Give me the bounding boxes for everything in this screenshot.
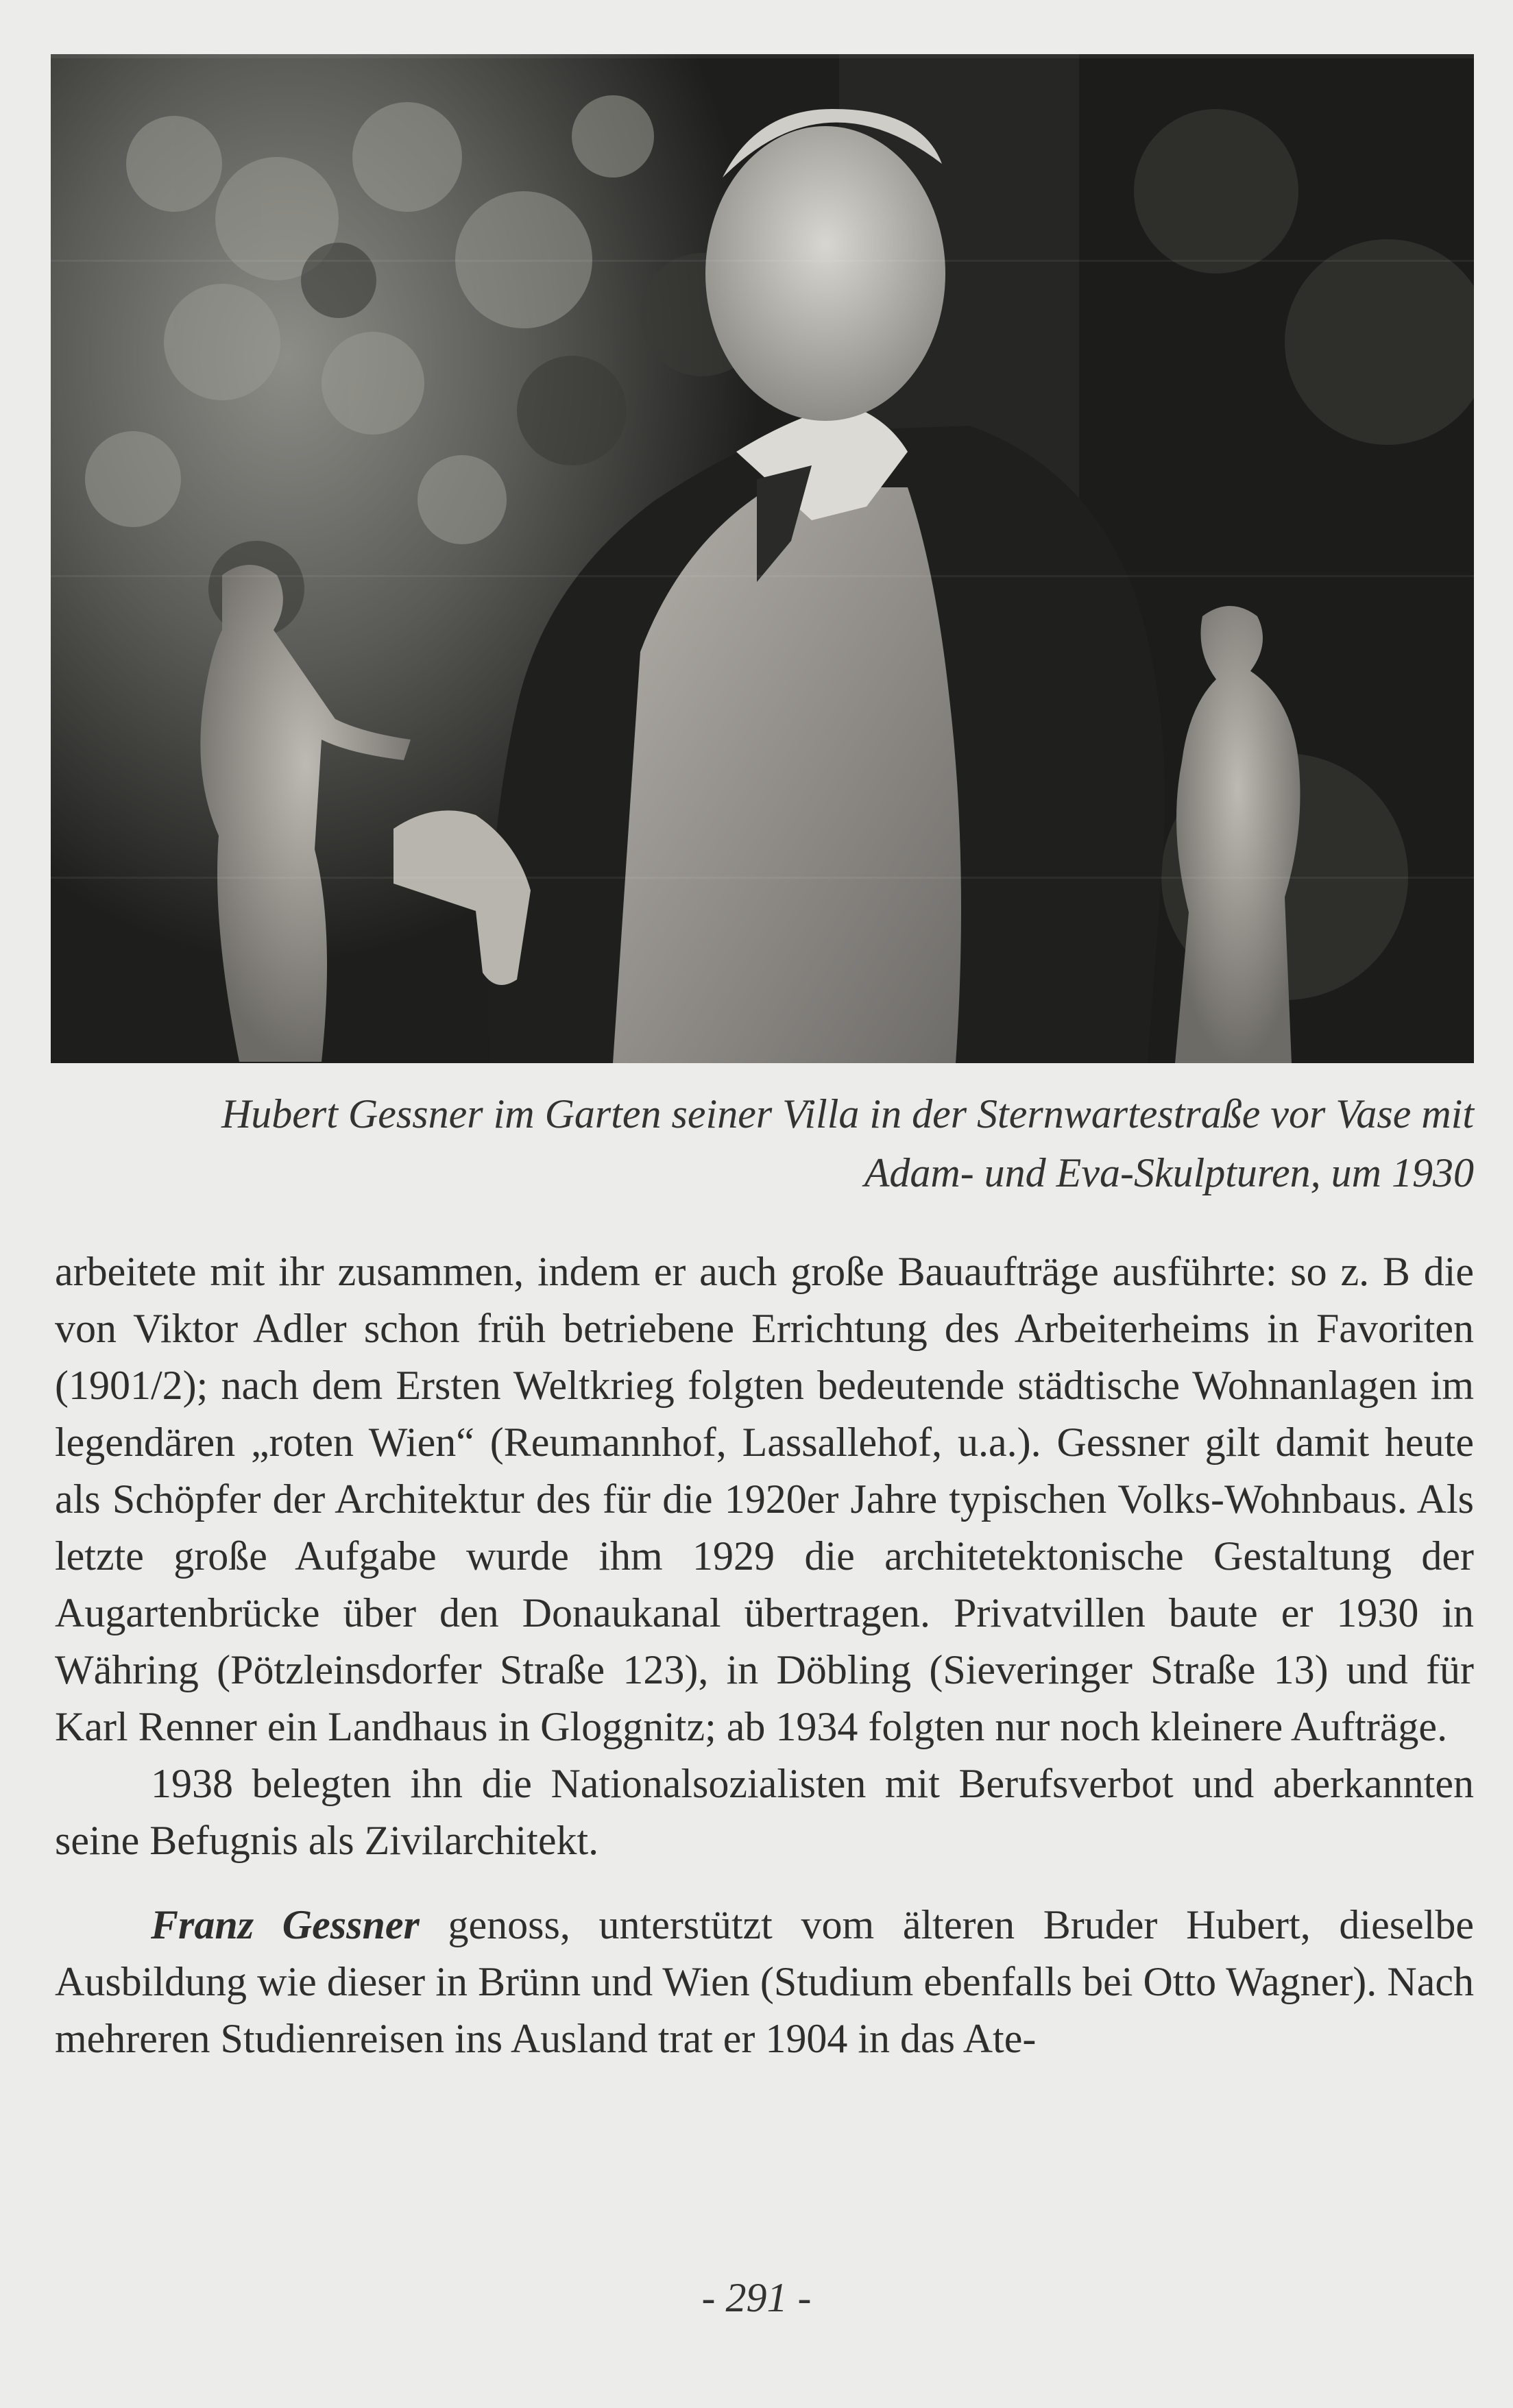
photograph-icon <box>51 54 1474 1063</box>
caption-line-1: Hubert Gessner im Garten seiner Villa in der Sternwartestraße vor Vase mit <box>221 1091 1474 1136</box>
caption-line-2: Adam- und Eva-Skulpturen, um 1930 <box>864 1150 1474 1195</box>
figure-caption <box>55 1084 1474 1202</box>
photograph <box>51 54 1474 1063</box>
paragraph-2: 1938 belegten ihn die Nationalsozialisten mit Berufsverbot und aberkannten seine Befugnis als Zivilarchitekt. <box>55 1761 1474 1863</box>
page-number: - 291 - <box>701 2275 812 2320</box>
paragraph-1: arbeitete mit ihr zusammen, indem er auch große Bauaufträge ausführte: so z. B die von Viktor Adler schon früh betriebene Errichtung des Arbeiterheims in Favoriten (1901/2); nach dem Ersten Weltkrieg folgten bedeutende städtische Wohnanlagen im legendären „roten Wien“ (Reumannhof, Lassallehof, u.a.). Gessner gilt damit heute als Schöpfer der Architektur des für die 1920er Jahre typischen Volks-Wohnbaus. Als letzte große Aufgabe wurde ihm 1929 die architetektonische Gestaltung der Augartenbrücke über den Donaukanal übertragen. Privatvillen baute er 1930 in Währing (Pötzleinsdorfer Straße 123), in Döbling (Sieveringer Straße 13) und für Karl Renner ein Landhaus in Gloggnitz; ab 1934 folgten nur noch kleinere Aufträge. <box>55 1249 1474 1749</box>
body-text <box>55 1243 1474 2067</box>
paragraph-3 <box>55 1897 1474 2067</box>
paragraph-3-text: genoss, unterstützt vom älteren Bruder Hubert, dieselbe Ausbildung wie dieser in Brünn und Wien (Studium ebenfalls bei Otto Wagner). Nach mehreren Studienreisen ins Ausland trat er 1904 in das Ate- <box>55 1902 1474 2061</box>
person-name: Franz Gessner <box>151 1902 420 1947</box>
